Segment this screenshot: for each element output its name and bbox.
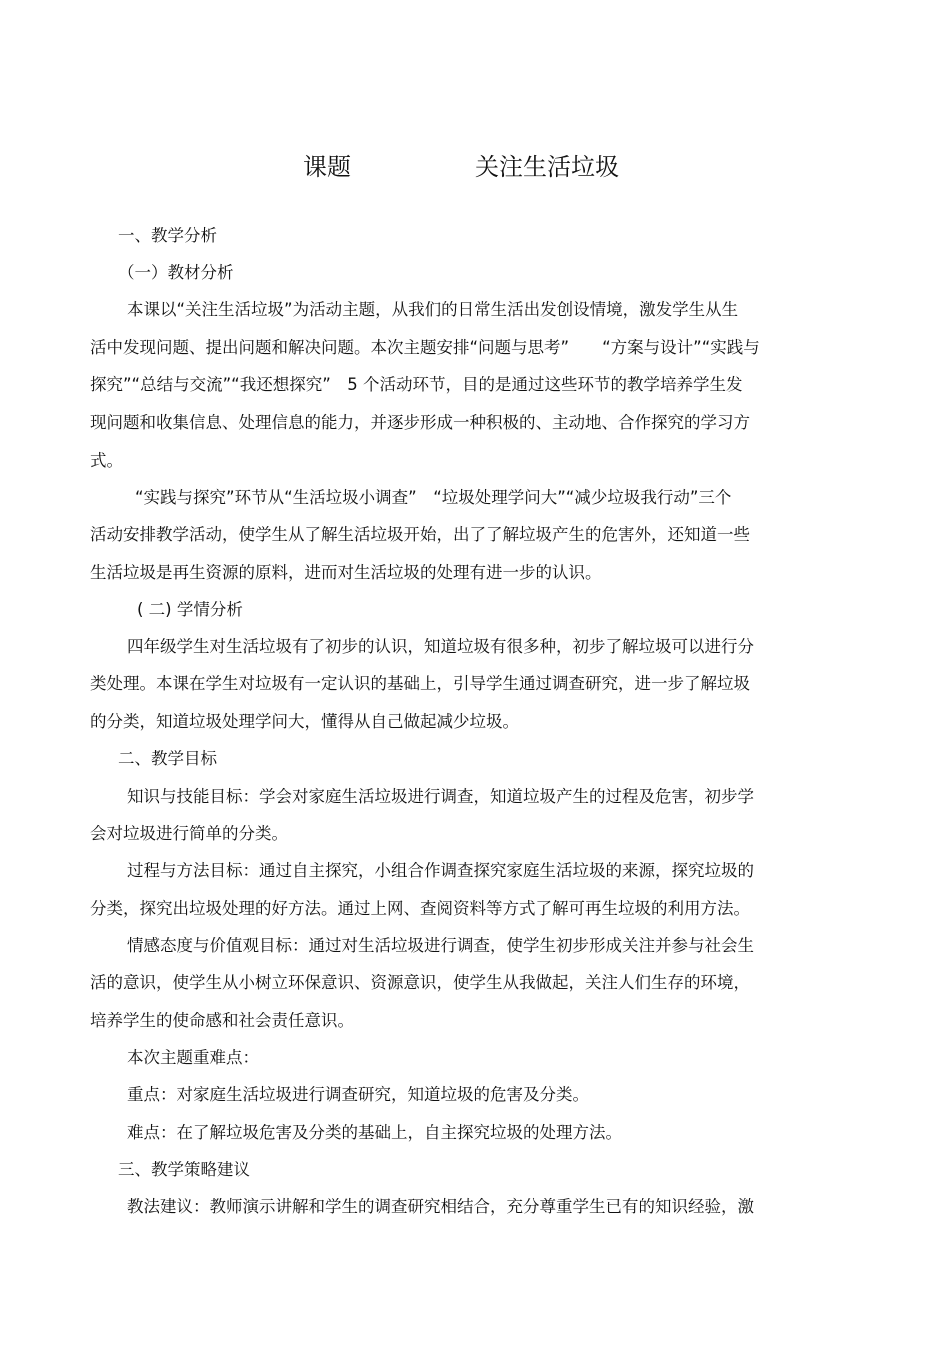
paragraph-line: 探究”“总结与交流”“我还想探究” 5 个活动环节，目的是通过这些环节的教学培养学生发 [90,375,743,394]
paragraph-line: 类处理。本课在学生对垃圾有一定认识的基础上，引导学生通过调查研究，进一步了解垃圾 [90,674,750,693]
paragraph-line: 生活垃圾是再生资源的原料，进而对生活垃圾的处理有进一步的认识。 [90,563,602,582]
paragraph-line: 活的意识，使学生从小树立环保意识、资源意识，使学生从我做起，关注人们生存的环境， [90,973,750,992]
paragraph-line: 现问题和收集信息、处理信息的能力，并逐步形成一种积极的、主动地、合作探究的学习方 [90,413,750,432]
paragraph-line: 情感态度与价值观目标：通过对生活垃圾进行调查，使学生初步形成关注并参与社会生 [127,936,754,955]
paragraph-line: 式。 [90,451,123,470]
paragraph-line: 活动安排教学活动，使学生从了解生活垃圾开始，出了了解垃圾产生的危害外，还知道一些 [90,525,750,544]
paragraph-line: 培养学生的使命感和社会责任意识。 [90,1011,354,1030]
paragraph-line: “实践与探究”环节从“生活垃圾小调查” “垃圾处理学问大”“减少垃圾我行动”三个 [135,488,732,507]
paragraph-line: 分类，探究出垃圾处理的好方法。通过上网、查阅资料等方式了解可再生垃圾的利用方法。 [90,899,750,918]
subheading-student-analysis: ( 二) 学情分析 [137,600,243,619]
paragraph-line: 活中发现问题、提出问题和解决问题。本次主题安排“问题与思考” “方案与设计”“实践与 [90,338,760,357]
subheading-material-analysis: （一）教材分析 [118,263,234,282]
paragraph-line: 难点：在了解垃圾危害及分类的基础上，自主探究垃圾的处理方法。 [127,1123,622,1142]
paragraph-line: 过程与方法目标：通过自主探究，小组合作调查探究家庭生活垃圾的来源，探究垃圾的 [127,861,754,880]
paragraph-line: 本次主题重难点： [127,1048,259,1067]
page-title: 关注生活垃圾 [475,153,619,181]
heading-teaching-strategy: 三、教学策略建议 [118,1160,250,1179]
paragraph-line: 教法建议：教师演示讲解和学生的调查研究相结合，充分尊重学生已有的知识经验，激 [127,1197,754,1216]
paragraph-line: 知识与技能目标：学会对家庭生活垃圾进行调查，知道垃圾产生的过程及危害，初步学 [127,787,754,806]
paragraph-line: 的分类，知道垃圾处理学问大，懂得从自己做起减少垃圾。 [90,712,519,731]
paragraph-line: 四年级学生对生活垃圾有了初步的认识，知道垃圾有很多种，初步了解垃圾可以进行分 [127,637,754,656]
paragraph-line: 本课以“关注生活垃圾”为活动主题，从我们的日常生活出发创设情境，激发学生从生 [127,300,739,319]
paragraph-line: 重点：对家庭生活垃圾进行调查研究，知道垃圾的危害及分类。 [127,1085,589,1104]
title-label: 课题 [303,153,351,181]
heading-teaching-analysis: 一、教学分析 [118,226,217,245]
heading-teaching-goals: 二、教学目标 [118,749,217,768]
paragraph-line: 会对垃圾进行简单的分类。 [90,824,288,843]
